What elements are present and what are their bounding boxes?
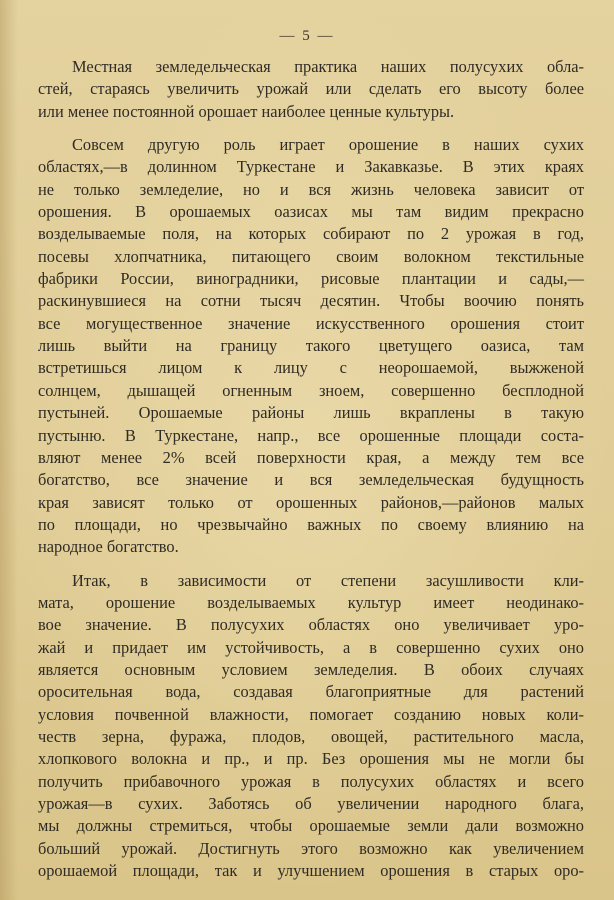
- text-line: является основным условием земледелия. В обоих случаях: [38, 659, 584, 679]
- text-line: не только земледелие, но и вся жизнь человека зависит от: [38, 179, 584, 199]
- text-line: по площади, но чрезвычайно важных по своему влиянию на: [38, 514, 584, 534]
- text-line: встретишься лицом к лицу с неорошаемой, выжженой: [38, 358, 584, 378]
- text-line: пустыню. В Туркестане, напр., все орошенные площади соста-: [38, 425, 584, 445]
- text-line: стей, стараясь увеличить урожай или сделать его высоту более: [38, 79, 584, 99]
- text-line: раскинувшиеся на сотни тысяч десятин. Чтобы воочию понять: [38, 291, 584, 311]
- text-line: Местная земледельческая практика наших полусухих обла-: [72, 57, 584, 76]
- text-line: фабрики России, виноградники, рисовые плантации и сады,—: [38, 269, 584, 289]
- text-line: посевы хлопчатника, питающего своим волокном текстильные: [38, 246, 584, 266]
- text-line: мата, орошение возделываемых культур имеет неодинако-: [38, 592, 584, 612]
- text-line: оросительная вода, создавая благоприятные для растений: [38, 682, 584, 702]
- text-line: областях,—в долинном Туркестане и Закавказье. В этих краях: [38, 157, 584, 177]
- text-line: лишь выйти на границу такого цветущего оазиса, там: [38, 336, 584, 356]
- paragraph-2: [38, 134, 584, 559]
- text-line: пустыней. Орошаемые районы лишь вкраплены в такую: [38, 403, 584, 423]
- text-line: честв зерна, фуража, плодов, овощей, растительного масла,: [38, 726, 584, 746]
- paragraph-3: [38, 570, 584, 883]
- text-line: орошаемой площади, так и улучшением орошения в старых оро-: [38, 861, 584, 881]
- text-line: все могущественное значение искусственного орошения стоит: [38, 313, 584, 333]
- paragraph-1: [38, 56, 584, 123]
- page-edge-shadow: [0, 0, 18, 900]
- page-number: — 5 —: [279, 28, 335, 44]
- text-line: орошения. В орошаемых оазисах мы там видим прекрасно: [38, 202, 584, 222]
- text-line: получить прибавочного урожая в полусухих областях и всего: [38, 771, 584, 791]
- text-line: вое значение. В полусухих областях оно увеличивает уро-: [38, 615, 584, 635]
- text-line: урожая—в сухих. Заботясь об увеличении народного блага,: [38, 794, 584, 813]
- text-line: жай и придает им устойчивость, а в совершенно сухих оно: [38, 637, 584, 657]
- text-line: хлопкового волокна и пр., и пр. Без орошения мы не могли бы: [38, 749, 584, 769]
- text-line: мы должны стремиться, чтобы орошаемые земли дали возможно: [38, 816, 584, 836]
- body-text: [38, 56, 584, 882]
- text-line: вляют менее 2% всей поверхности края, а между тем все: [38, 447, 584, 467]
- text-line: больший урожай. Достигнуть этого возможно как увеличением: [38, 838, 584, 858]
- text-line: Итак, в зависимости от степени засушливости кли-: [72, 570, 584, 590]
- text-line: условия почвенной влажности, помогает созданию новых коли-: [38, 704, 584, 724]
- text-line: края зависят только от орошенных районов,—районов малых: [38, 492, 584, 512]
- text-line: или менее постоянной орошает наиболее ценные культуры.: [38, 101, 455, 121]
- text-line: народное богатство.: [38, 537, 179, 557]
- text-line: возделываемые поля, на которых собирают по 2 урожая в год,: [38, 224, 584, 244]
- text-line: Совсем другую роль играет орошение в наших сухих: [72, 135, 584, 155]
- text-line: богатство, все значение и вся земледельческая будущность: [38, 470, 584, 490]
- text-line: солнцем, дышащей огненным зноем, совершенно бесплодной: [38, 380, 584, 400]
